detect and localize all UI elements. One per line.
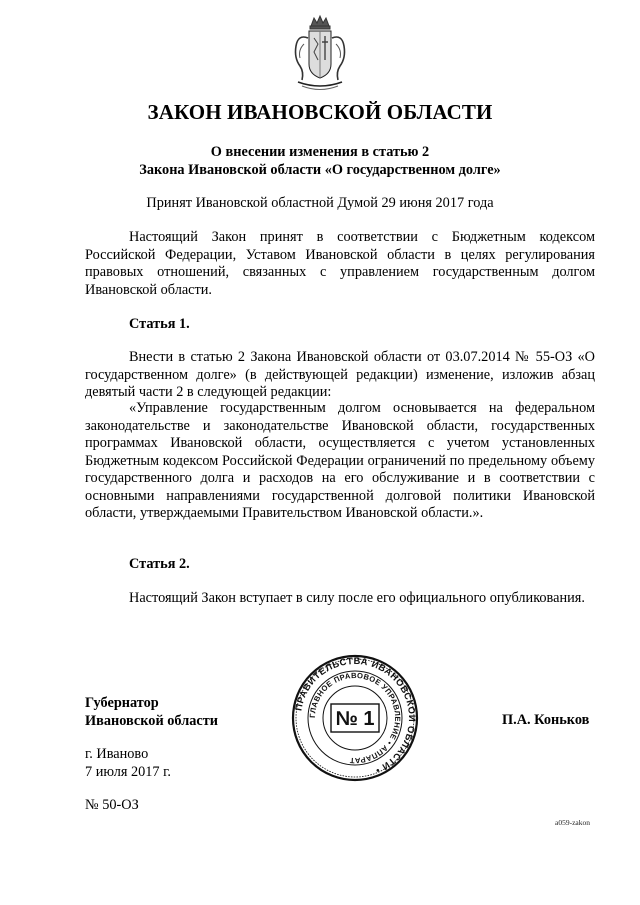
signatory-position-line-2: Ивановской области	[85, 713, 218, 729]
signatory-position	[85, 694, 218, 730]
seal-number: № 1	[335, 708, 375, 730]
subtitle-line-1: О внесении изменения в статью 2	[210, 144, 430, 160]
date: 7 июля 2017 г.	[85, 764, 171, 780]
signatory-position-line-1: Губернатор	[85, 695, 159, 711]
document-code: a059-zakon	[555, 818, 590, 827]
article-1-heading: Статья 1.	[129, 316, 190, 332]
coat-of-arms-icon	[290, 14, 350, 94]
article-2-text: Настоящий Закон вступает в силу после его официального опубликования.	[129, 590, 585, 606]
seal-outer-text: ПРАВИТЕЛЬСТВА ИВАНОВСКОЙ ОБЛАСТИ •	[292, 654, 419, 777]
law-number: № 50-ОЗ	[85, 797, 139, 813]
seal-inner-text: ГЛАВНОЕ ПРАВОВОЕ УПРАВЛЕНИЕ • АППАРАТ	[307, 670, 403, 766]
adoption-line: Принят Ивановской областной Думой 29 июня 2017 года	[146, 195, 494, 211]
article-2-heading: Статья 2.	[129, 556, 190, 572]
document-subtitle	[0, 143, 640, 179]
place: г. Иваново	[85, 746, 149, 762]
signatory-name: П.А. Коньков	[502, 712, 590, 728]
document-title: ЗАКОН ИВАНОВСКОЙ ОБЛАСТИ	[147, 100, 493, 124]
article-1-text: Внести в статью 2 Закона Ивановской области от 03.07.2014 № 55-ОЗ «О государственном долге» (в действующей редакции) изменение, изложив абзац девятый части 2 в следующей редакции:	[85, 349, 595, 400]
preamble-paragraph: Настоящий Закон принят в соответствии с Бюджетным кодексом Российской Федерации, Уставом Ивановской области в целях регулирования правовых отношений, связанных с управлением государственным долгом Ивановской области.	[85, 229, 595, 298]
official-seal	[291, 654, 419, 782]
subtitle-line-2: Закона Ивановской области «О государственном долге»	[139, 162, 501, 178]
article-1-quote: «Управление государственным долгом основывается на федеральном законодательстве и законодательстве Ивановской области, государственных программах Ивановской области, осуществляется с учетом установленных Бюджетным кодексом Российской Федерации ограничений по предельному объему государственного долга и расходов на его обслуживание и в соответствии с основными направлениями государственной долговой политики Ивановской области, утверждаемыми Правительством Ивановской области.».	[85, 400, 595, 521]
place-and-date	[85, 745, 171, 781]
